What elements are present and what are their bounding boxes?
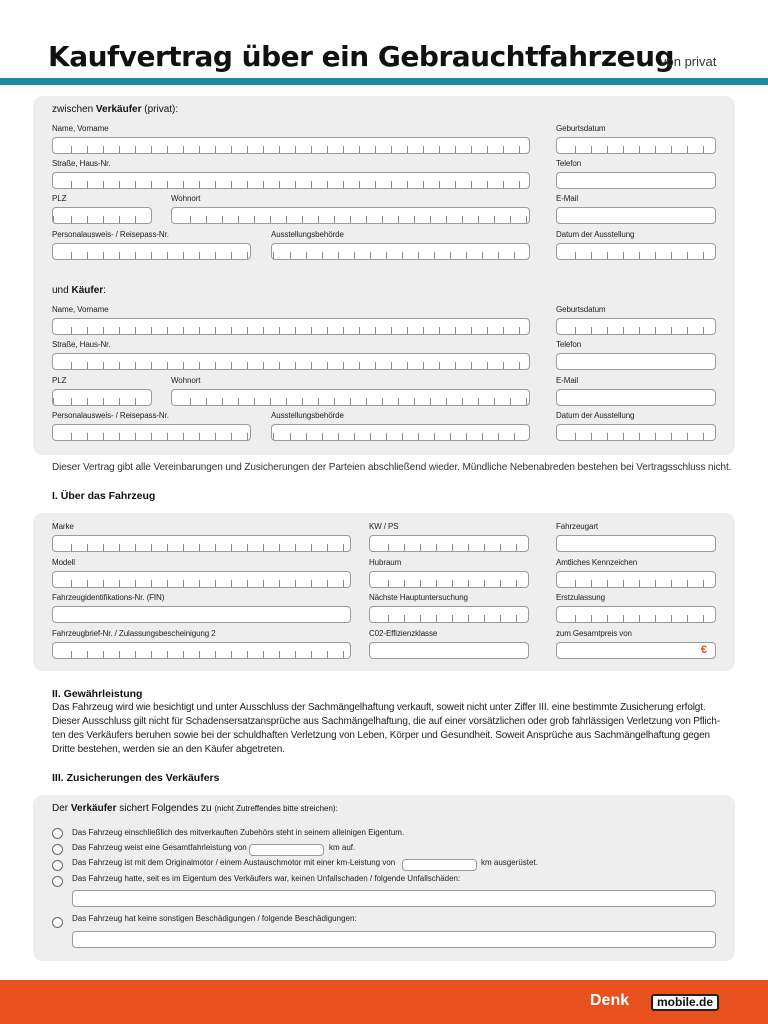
vin-label: Fahrzeugidentifikations-Nr. (FIN) <box>52 593 165 602</box>
registration-field[interactable] <box>52 642 351 659</box>
assurance-text-3: Das Fahrzeug ist mit dem Originalmotor / einem Austauschmotor mit einer km-Leistung von <box>72 858 396 867</box>
assurance-text-4: Das Fahrzeug hatte, seit es im Eigentum des Verkäufers war, keinen Unfallschaden / folgende Unfallschäden: <box>72 874 461 883</box>
model-field[interactable] <box>52 571 351 588</box>
header-rule <box>0 78 768 85</box>
seller-issue-date-field[interactable] <box>556 243 716 260</box>
vehicle-type-label: Fahrzeugart <box>556 522 599 531</box>
inspection-label: Nächste Hauptuntersuchung <box>369 593 468 602</box>
engine-km-suffix: km ausgerüstet. <box>481 858 538 867</box>
assurances-intro: Der Verkäufer sichert Folgendes zu (nicht Zutreffendes bitte streichen): <box>52 803 338 814</box>
assurance-checkbox-2[interactable] <box>52 844 63 855</box>
seller-issue-date-label: Datum der Ausstellung <box>556 230 635 239</box>
buyer-heading: und Käufer: <box>52 285 106 296</box>
buyer-street-label: Straße, Haus-Nr. <box>52 340 111 349</box>
engine-km-field[interactable] <box>402 859 477 871</box>
warranty-text: Das Fahrzeug wird wie besichtigt und unter Ausschluss der Sachmängelhaftung verkauft, soweit nicht unter Ziffer III. eine bestimmte Zusicherung erfolgt. Dieser Ausschluss gilt nicht für Schadensersatzansprüche aus Sachmängelhaftung, die auf einer vorsätzlichen oder grob fahrlässigen Verletzung von Pflich- ten des Verkäufers beruhen sowie bei der schuldhaften Verletzung von Leben, Körper und Gesundheit. Soweit Ansprüche aus Sachmängelhaftung gegen Dritte bestehen, werden sie an den Käufer abgetreten. <box>52 702 720 755</box>
buyer-name-field[interactable] <box>52 318 530 335</box>
section-2-heading: II. Gewährleistung <box>52 688 143 700</box>
mileage-suffix: km auf. <box>329 843 356 852</box>
mobile-de-logo: mobile.de <box>651 994 719 1011</box>
buyer-birth-label: Geburtsdatum <box>556 305 606 314</box>
buyer-authority-field[interactable] <box>271 424 530 441</box>
seller-birth-label: Geburtsdatum <box>556 124 606 133</box>
buyer-id-field[interactable] <box>52 424 251 441</box>
seller-authority-field[interactable] <box>271 243 530 260</box>
vehicle-type-field[interactable] <box>556 535 716 552</box>
buyer-birth-field[interactable] <box>556 318 716 335</box>
buyer-street-field[interactable] <box>52 353 530 370</box>
price-field[interactable] <box>556 642 716 659</box>
displacement-field[interactable] <box>369 571 529 588</box>
plate-label: Amtliches Kennzeichen <box>556 558 638 567</box>
mileage-field[interactable] <box>249 844 324 856</box>
first-registration-field[interactable] <box>556 606 716 623</box>
inspection-field[interactable] <box>369 606 529 623</box>
section-3-heading: III. Zusicherungen des Verkäufers <box>52 772 220 784</box>
seller-zip-label: PLZ <box>52 194 67 203</box>
other-damage-field[interactable] <box>72 931 716 948</box>
model-label: Modell <box>52 558 75 567</box>
buyer-authority-label: Ausstellungsbehörde <box>271 411 344 420</box>
assurance-text-2: Das Fahrzeug weist eine Gesamtfahrleistung von <box>72 843 247 852</box>
buyer-phone-label: Telefon <box>556 340 582 349</box>
seller-name-label: Name, Vorname <box>52 124 109 133</box>
seller-phone-label: Telefon <box>556 159 582 168</box>
buyer-issue-date-label: Datum der Ausstellung <box>556 411 635 420</box>
buyer-city-label: Wohnort <box>171 376 201 385</box>
first-registration-label: Erstzulassung <box>556 593 605 602</box>
euro-sign: € <box>700 644 707 656</box>
price-label: zum Gesamtpreis von <box>556 629 632 638</box>
assurance-checkbox-1[interactable] <box>52 828 63 839</box>
buyer-email-field[interactable] <box>556 389 716 406</box>
displacement-label: Hubraum <box>369 558 402 567</box>
footer-denk: Denk <box>590 992 630 1009</box>
buyer-city-field[interactable] <box>171 389 530 406</box>
seller-id-field[interactable] <box>52 243 251 260</box>
seller-zip-field[interactable] <box>52 207 152 224</box>
seller-id-label: Personalausweis- / Reisepass-Nr. <box>52 230 169 239</box>
assurance-text-1: Das Fahrzeug einschließlich des mitverkauften Zubehörs steht in seinem alleinigen Eigentum. <box>72 828 405 837</box>
seller-phone-field[interactable] <box>556 172 716 189</box>
registration-label: Fahrzeugbrief-Nr. / Zulassungsbescheinigung 2 <box>52 629 216 638</box>
assurance-text-5: Das Fahrzeug hat keine sonstigen Beschädigungen / folgende Beschädigungen: <box>72 914 357 923</box>
seller-heading: zwischen Verkäufer (privat): <box>52 104 179 115</box>
brand-label: Marke <box>52 522 74 531</box>
seller-street-label: Straße, Haus-Nr. <box>52 159 111 168</box>
document-subtitle: von privat <box>660 54 717 69</box>
buyer-issue-date-field[interactable] <box>556 424 716 441</box>
footer-bar <box>0 980 768 1024</box>
buyer-name-label: Name, Vorname <box>52 305 109 314</box>
seller-birth-field[interactable] <box>556 137 716 154</box>
brand-field[interactable] <box>52 535 351 552</box>
buyer-id-label: Personalausweis- / Reisepass-Nr. <box>52 411 169 420</box>
seller-street-field[interactable] <box>52 172 530 189</box>
assurance-checkbox-3[interactable] <box>52 860 63 871</box>
section-1-heading: I. Über das Fahrzeug <box>52 490 156 502</box>
seller-authority-label: Ausstellungsbehörde <box>271 230 344 239</box>
accident-damage-field[interactable] <box>72 890 716 907</box>
assurance-checkbox-5[interactable] <box>52 917 63 928</box>
kw-label: KW / PS <box>369 522 399 531</box>
buyer-zip-label: PLZ <box>52 376 67 385</box>
seller-email-label: E-Mail <box>556 194 579 203</box>
seller-email-field[interactable] <box>556 207 716 224</box>
buyer-zip-field[interactable] <box>52 389 152 406</box>
document-title: Kaufvertrag über ein Gebrauchtfahrzeug <box>48 40 675 73</box>
seller-name-field[interactable] <box>52 137 530 154</box>
agreement-note: Dieser Vertrag gibt alle Vereinbarungen und Zusicherungen der Parteien abschließend wieder. Mündliche Nebenabreden bestehen bei Vertragsschluss nicht. <box>52 462 732 473</box>
co2-field[interactable] <box>369 642 529 659</box>
buyer-phone-field[interactable] <box>556 353 716 370</box>
co2-label: C02-Effizienzklasse <box>369 629 438 638</box>
seller-city-label: Wohnort <box>171 194 201 203</box>
assurance-checkbox-4[interactable] <box>52 876 63 887</box>
plate-field[interactable] <box>556 571 716 588</box>
seller-city-field[interactable] <box>171 207 530 224</box>
kw-field[interactable] <box>369 535 529 552</box>
vin-field[interactable] <box>52 606 351 623</box>
buyer-email-label: E-Mail <box>556 376 579 385</box>
